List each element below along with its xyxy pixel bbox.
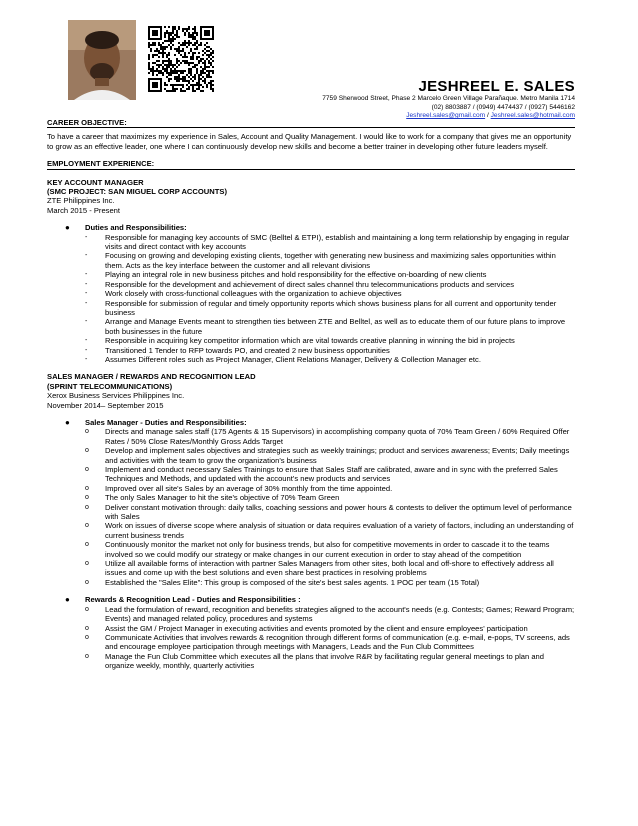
bullet-icon: ● (65, 223, 70, 233)
duty-text: Responsible in acquiring key competitor information which are vital towards creative planning in winning the bid in projects (105, 336, 515, 346)
sub-bullet-icon: - (85, 355, 88, 363)
sub-bullet-icon: o (85, 541, 89, 549)
sub-bullet-icon: o (85, 605, 89, 613)
job-title: SALES MANAGER / REWARDS AND RECOGNITION LEAD (47, 372, 256, 382)
duty-item (85, 493, 575, 502)
sub-bullet-icon: o (85, 578, 89, 586)
duty-item (85, 317, 575, 336)
duty-text: Focusing on growing and developing existing clients, together with generating new business and maximizing sales opportunities within them. Acts as the key interface between the customer and all relevant divisions (105, 251, 556, 270)
contact-header (322, 78, 575, 121)
duty-text: Work closely with cross-functional colleagues with the organization to achieve objectives (105, 289, 402, 299)
career-objective-heading: CAREER OBJECTIVE: (47, 118, 575, 128)
sub-bullet-icon: o (85, 503, 89, 511)
duty-text: Directs and manage sales staff (175 Agents & 15 Supervisors) in accomplishing company quota of 70% Team Green / 60% Required Offer Rates / 50% Close Rates/Monthly Gross Adds Target (105, 427, 570, 446)
duty-item (85, 336, 575, 345)
bullet-icon: ● (65, 417, 70, 427)
job-title: KEY ACCOUNT MANAGER (47, 177, 144, 187)
duties-group-item (47, 595, 575, 670)
duty-text: Deliver constant motivation through: daily talks, coaching sessions and power hours & contests to deliver the optimum level of performance with Sales (105, 502, 572, 522)
job-dates: November 2014– September 2015 (47, 400, 164, 410)
duties-group-item (47, 418, 575, 587)
sub-bullet-icon: o (85, 466, 89, 473)
duty-text: The only Sales Manager to hit the site's objective of 70% Team Green (105, 493, 340, 503)
career-objective-text: To have a career that maximizes my experience in Sales, Account and Quality Management. I would like to work for a company that gives me an opportunity to grow as an effective leader, one where I can continuously develop new skills and become a better trainer in developing other future leaders myself. (47, 132, 572, 151)
duty-text: Work on issues of diverse scope where analysis of situation or data requires evaluation of a variety of factors, including an understanding of current business trends (105, 521, 574, 540)
job-project: (SPRINT TELECOMMUNICATIONS) (47, 381, 173, 391)
duty-text: Communicate Activities that involves rewards & recognition through different forms of communication (e.g. e-mail, e-pops, TV screens, ads and encourage employee participation through meetings with Managers, Leads and the Fun Club Committees (105, 632, 570, 652)
duty-item (85, 346, 575, 355)
duty-item (85, 540, 575, 559)
duties-group-item (47, 223, 575, 364)
duty-text: Arrange and Manage Events meant to strengthen ties between ZTE and Belltel, as well as to educate them of our future plans to improve both businesses in the future (105, 317, 566, 336)
duty-text: Improved over all site's Sales by an average of 30% monthly from the time appointed. (105, 483, 393, 493)
sub-bullet-icon: - (85, 271, 88, 279)
duty-item (85, 427, 575, 446)
duty-item (85, 280, 575, 289)
duties-group (47, 418, 575, 587)
sub-bullet-icon: - (85, 252, 88, 260)
duty-text: Utilize all available forms of interaction with partner Sales Managers from other sites, both local and off-shore to effectively address all issues and come up with the best solutions and even share best practices in resolving problems (105, 559, 554, 578)
sub-bullet-icon: o (85, 494, 89, 502)
company-name: Xerox Business Services Philippines Inc. (47, 391, 185, 401)
profile-photo (68, 20, 136, 100)
resume-body (47, 118, 575, 671)
duty-text: Responsible for the development and achievement of direct sales channel thru telecommunications products and services (105, 279, 515, 289)
qr-code-graphic (148, 26, 214, 92)
sub-bullet-icon: o (85, 522, 89, 530)
duty-text: Transitioned 1 Tender to RFP towards PO, and created 2 new business opportunities (105, 345, 390, 355)
duty-text: Responsible for managing key accounts of SMC (Belltel & ETPI), establish and maintaining a long term relationship by engaging in regular visits and direct contact with key accounts (105, 232, 570, 252)
sub-bullet-icon: o (85, 652, 89, 660)
duty-text: Assumes Different roles such as Project Manager, Client Relations Manager, Delivery & Collection Manager etc. (105, 354, 481, 364)
employment-heading: EMPLOYMENT EXPERIENCE: (47, 159, 575, 169)
duty-item (85, 299, 575, 318)
sub-bullet-icon: - (85, 318, 88, 326)
duty-item (85, 233, 575, 252)
sub-bullet-icon: o (85, 447, 89, 455)
sub-bullet-icon: - (85, 337, 88, 345)
duty-item (85, 355, 575, 364)
duty-item (85, 484, 575, 493)
sub-bullet-icon: o (85, 633, 89, 641)
duties-heading: Rewards & Recognition Lead - Duties and Responsibilities : (85, 595, 301, 605)
duties-group (47, 223, 575, 364)
duty-text: Responsible for submission of regular and timely opportunity reports which shows business plans for all current and opportunity tender business (105, 298, 557, 317)
duties-list (85, 605, 575, 671)
qr-code (148, 26, 214, 92)
duties-list (85, 427, 575, 587)
duty-item (85, 270, 575, 279)
sub-bullet-icon: - (85, 290, 88, 298)
phone-line: (02) 8803887 / (0949) 4474437 / (0927) 5446162 (431, 103, 575, 111)
sub-bullet-icon: o (85, 484, 89, 492)
sub-bullet-icon: o (85, 560, 89, 568)
duty-text: Implement and conduct necessary Sales Trainings to ensure that Sales Staff are calibrated, aware and in sync with the preferred Sales Techniques and Methods, and updated with the account's new products and services (105, 465, 558, 484)
bullet-icon: ● (65, 595, 70, 605)
duty-item (85, 578, 575, 587)
sub-bullet-icon: - (85, 233, 88, 241)
company-name: ZTE Philippines Inc. (47, 196, 115, 206)
sub-bullet-icon: - (85, 280, 88, 288)
duty-text: Lead the formulation of reward, recognition and benefits strategies aligned to the account's needs (e.g. Contests; Games; Reward Program; Events) and managed related policy, procedures and systems (105, 604, 575, 624)
duty-item (85, 503, 575, 522)
sub-bullet-icon: o (85, 428, 89, 436)
duty-item (85, 624, 575, 633)
sub-bullet-icon: - (85, 346, 88, 354)
duties-heading: Sales Manager - Duties and Responsibilities: (85, 417, 247, 427)
duty-text: Established the "Sales Elite": This group is composed of the site's best sales agents. 1 POC per team (15 Total) (105, 577, 480, 587)
duty-item (85, 633, 575, 652)
duty-item (85, 652, 575, 671)
sub-bullet-icon: o (85, 624, 89, 632)
duty-text: Manage the Fun Club Committee which executes all the plans that involve R&R by facilitating regular general meetings to plan and organize weekly, monthly, quarterly activities (105, 651, 544, 671)
profile-photo-image (68, 20, 136, 100)
duty-text: Develop and implement sales objectives and strategies such as weekly trainings; product and services awareness; Events; Daily meetings and activities with the team to grow the organization's business (105, 446, 570, 465)
job-dates: March 2015 - Present (47, 205, 121, 215)
duty-item (85, 605, 575, 624)
job-xerox (47, 372, 575, 670)
duties-group (47, 595, 575, 670)
applicant-name: JESHREEL E. SALES (418, 78, 575, 95)
duties-heading: Duties and Responsibilities: (85, 223, 187, 233)
duty-item (85, 446, 575, 465)
duty-text: Continuously monitor the market not only for business trends, but also for competitive movements in order to cascade it to the teams involved so we could modify our strategy or make changes in our current execution in order to stay ahead of the competition (105, 540, 550, 559)
email-link-gmail[interactable]: Jeshreel.sales@gmail.com (406, 112, 486, 120)
duties-list (85, 233, 575, 365)
duty-text: Playing an integral role in new business pitches and hold responsibility for the effective on-boarding of new clients (105, 270, 487, 280)
address-line: 7759 Sherwood Street, Phase 2 Marcelo Green Village Parañaque. Metro Manila 1714 (322, 95, 575, 102)
job-zte (47, 178, 575, 365)
job-project: (SMC PROJECT: SAN MIGUEL CORP ACCOUNTS) (47, 187, 228, 197)
duty-item (85, 465, 575, 484)
email-separator: / (485, 112, 491, 120)
duty-item (85, 289, 575, 298)
duty-text: Assist the GM / Project Manager in executing activities and events promoted by the client and ensure employees' participation (105, 623, 528, 633)
duty-item (85, 251, 575, 270)
sub-bullet-icon: - (85, 299, 88, 307)
duty-item (85, 521, 575, 540)
email-link-hotmail[interactable]: Jeshreel.sales@hotmail.com (490, 112, 575, 120)
duty-item (85, 559, 575, 578)
